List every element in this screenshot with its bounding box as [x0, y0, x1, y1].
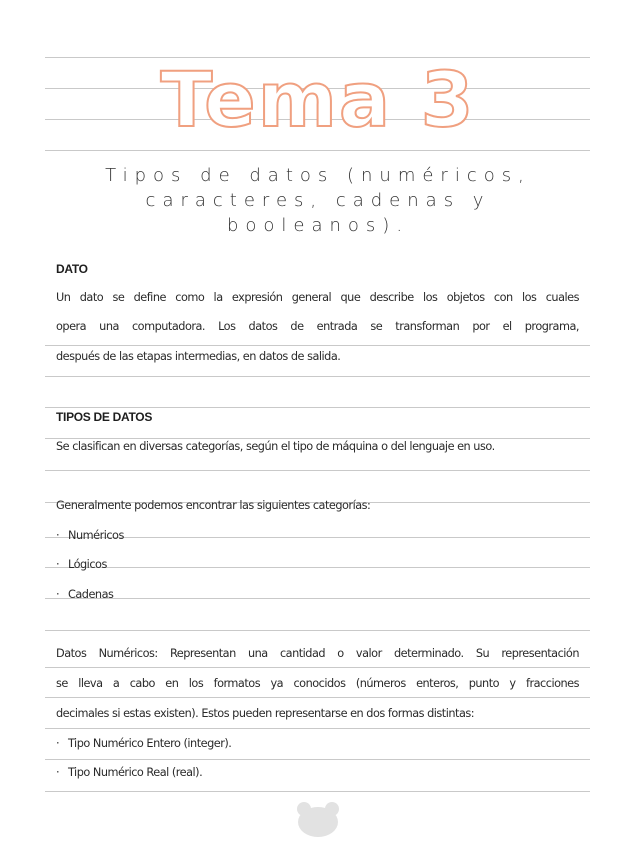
rule-line — [45, 630, 590, 631]
page-subtitle: Tipos de datos (numéricos, caracteres, cadenas y booleanos). — [105, 165, 531, 236]
paragraph-line: después de las etapas intermedias, en datos de salida. — [56, 350, 341, 363]
rule-line — [45, 345, 590, 346]
section-heading-tipos: TIPOS DE DATOS — [56, 410, 153, 424]
page-title: Tema 3 — [160, 55, 476, 144]
paragraph-line: se lleva a cabo en los formatos ya conocidos (números enteros, punto y fracciones — [56, 677, 579, 690]
list-item-label: Lógicos — [68, 558, 107, 571]
paragraph-line: Generalmente podemos encontrar las siguientes categorías: — [56, 499, 371, 512]
bullet: · — [56, 529, 60, 542]
bear-icon — [296, 800, 340, 838]
paragraph-line: Se clasifican en diversas categorías, según el tipo de máquina o del lenguaje en uso. — [56, 440, 495, 453]
rule-line — [45, 667, 590, 668]
paragraph-line: opera una computadora. Los datos de entrada se transforman por el programa, — [56, 320, 579, 333]
bullet: · — [56, 588, 60, 601]
paragraph-line: Un dato se define como la expresión general que describe los objetos con los cuales — [56, 291, 579, 304]
list-item-label: Numéricos — [68, 529, 124, 542]
rule-line — [45, 598, 590, 599]
bullet: · — [56, 766, 60, 779]
rule-line — [45, 537, 590, 538]
rule-line — [45, 150, 590, 151]
bullet: · — [56, 558, 60, 571]
rule-line — [45, 438, 590, 439]
rule-line — [45, 728, 590, 729]
list-item — [56, 737, 231, 750]
rule-line — [45, 697, 590, 698]
list-item-label: Cadenas — [68, 588, 114, 601]
rule-line — [45, 791, 590, 792]
section-heading-dato: DATO — [56, 262, 88, 276]
paragraph-line: Datos Numéricos: Representan una cantidad o valor determinado. Su representación — [56, 647, 579, 660]
list-item — [56, 766, 202, 779]
list-item — [56, 588, 113, 601]
list-item — [56, 529, 124, 542]
rule-line — [45, 567, 590, 568]
rule-line — [45, 470, 590, 471]
rule-line — [45, 376, 590, 377]
bullet: · — [56, 737, 60, 750]
rule-line — [45, 759, 590, 760]
paragraph-line: decimales si estas existen). Estos pueden representarse en dos formas distintas: — [56, 707, 475, 720]
rule-line — [45, 407, 590, 408]
list-item-label: Tipo Numérico Real (real). — [68, 766, 203, 779]
list-item — [56, 558, 107, 571]
list-item-label: Tipo Numérico Entero (integer). — [68, 737, 232, 750]
